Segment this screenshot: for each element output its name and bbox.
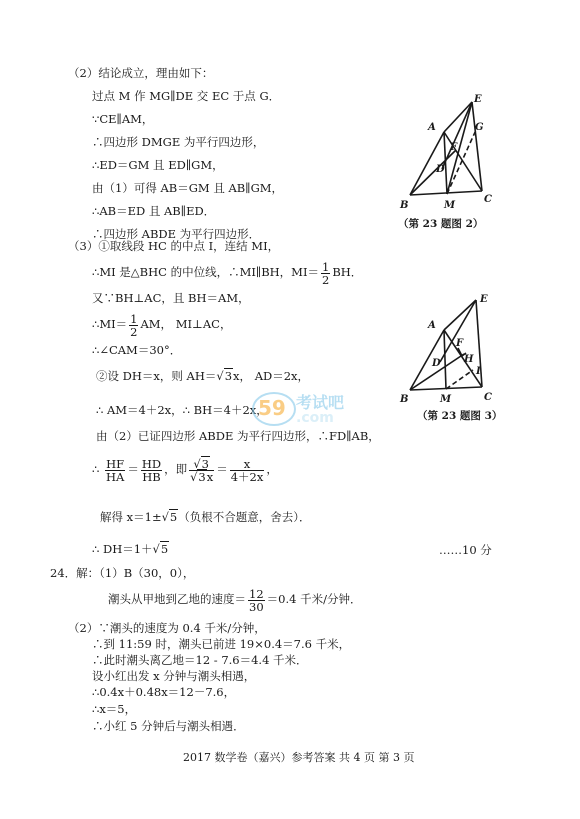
fig2-label-d: D bbox=[436, 164, 445, 175]
watermark-domain: .com bbox=[296, 410, 334, 426]
sqrt-sign: √3 bbox=[216, 369, 233, 383]
fig3-label-f: F bbox=[456, 338, 464, 349]
part3-line-3-fraction bbox=[129, 313, 138, 338]
fig2-label-e: E bbox=[474, 94, 482, 105]
part3-line-2: 又∵BH⊥AC，且 BH＝AM， bbox=[92, 291, 250, 305]
q24-part2-line-6: ∴小红 5 分钟后与潮头相遇． bbox=[92, 719, 245, 733]
q24-part2-line-1: ∴到 11:59 时，潮头已前进 19×0.4＝7.6 千米， bbox=[92, 637, 351, 651]
part2-line-7: ∴四边形 ABDE 为平行四边形． bbox=[92, 227, 261, 241]
figure-3-dashed-mi bbox=[446, 370, 473, 389]
fraction-denominator: 30 bbox=[249, 599, 264, 614]
figure-23-3 bbox=[396, 290, 506, 408]
radicand: 3 bbox=[198, 469, 206, 484]
part3-line-1-fraction bbox=[321, 261, 330, 286]
fraction-denominator: √3x bbox=[190, 469, 214, 484]
part2-line-4: ∴ED＝GM 且 ED∥GM， bbox=[92, 158, 224, 172]
part3-line-3 bbox=[92, 310, 231, 338]
fraction-numerator: 12 bbox=[249, 586, 264, 601]
part2-heading: （2）结论成立，理由如下： bbox=[68, 66, 214, 80]
part3-line-5-text-a: ②设 DH＝x，则 AH＝ bbox=[96, 369, 217, 383]
q24-part2-heading: （2）∵潮头的速度为 0.4 千米/分钟， bbox=[68, 621, 266, 635]
watermark-text: 考试吧 bbox=[296, 393, 345, 412]
part3-line-7: 由（2）已证四边形 ABDE 为平行四边形，∴FD∥AB， bbox=[96, 429, 380, 443]
fig3-label-a: A bbox=[428, 320, 436, 331]
part3-line-10-text-a: ∴ DH＝1＋ bbox=[92, 542, 153, 556]
part3-line-6: ∴ AM＝4＋2x，∴ BH＝4＋2x， bbox=[96, 403, 268, 417]
q24-line-1 bbox=[108, 584, 361, 614]
q24-part2-line-2: ∴此时潮头离乙地＝12 - 7.6＝4.4 千米． bbox=[92, 653, 308, 667]
figure-3-edges bbox=[410, 300, 482, 390]
part2-line-3: ∴四边形 DMGE 为平行四边形， bbox=[92, 135, 265, 149]
page-footer: 2017 数学卷（嘉兴）参考答案 共 4 页 第 3 页 bbox=[183, 751, 415, 764]
part3-heading: （3）①取线段 HC 的中点 I，连结 MI， bbox=[68, 239, 280, 253]
figure-2-caption: （第 23 题图 2） bbox=[398, 218, 484, 230]
part3-line-5-text-b: x， AD＝2x， bbox=[233, 369, 310, 383]
fraction-sqrt3-over-sqrt3x bbox=[189, 458, 214, 483]
q24-line-1-text-a: 潮头从甲地到乙地的速度＝ bbox=[108, 592, 246, 606]
part3-line-5 bbox=[96, 369, 309, 383]
fraction-numerator: √3 bbox=[189, 458, 214, 471]
fraction-denominator: 4＋2x bbox=[230, 469, 264, 484]
fig2-label-b: B bbox=[400, 200, 409, 211]
fraction-denominator: HB bbox=[142, 469, 161, 484]
fraction-denominator: 2 bbox=[322, 272, 330, 287]
fig3-label-c: C bbox=[484, 392, 492, 403]
part2-line-2: ∵CE∥AM， bbox=[92, 112, 154, 126]
fraction-numerator: HF bbox=[106, 456, 125, 471]
part2-line-1: 过点 M 作 MG∥DE 交 EC 于点 G． bbox=[92, 89, 281, 103]
fraction-numerator: x bbox=[230, 458, 265, 471]
figure-2-edges bbox=[410, 102, 482, 195]
radicand: 5 bbox=[169, 510, 178, 524]
fig3-label-b: B bbox=[400, 394, 409, 405]
q24-part2-line-4: ∴0.4x＋0.48x＝12－7.6， bbox=[92, 685, 236, 699]
fig2-label-g: G bbox=[475, 122, 484, 133]
watermark-number: 59 bbox=[258, 396, 286, 420]
fig3-label-d: D bbox=[432, 358, 441, 369]
fraction-hd-hb bbox=[141, 458, 162, 483]
fraction-x-over-4-plus-2x bbox=[230, 458, 265, 483]
part2-line-5: 由（1）可得 AB＝GM 且 AB∥GM， bbox=[92, 181, 284, 195]
part3-line-1 bbox=[92, 258, 362, 286]
therefore-symbol: ∴ bbox=[92, 462, 100, 476]
part3-line-10 bbox=[92, 542, 169, 556]
q24-part2-line-3: 设小红出发 x 分钟与潮头相遇， bbox=[92, 669, 256, 683]
q24-part2-line-5: ∴x＝5， bbox=[92, 702, 137, 716]
q24-line-1-text-b: ＝0.4 千米/分钟． bbox=[266, 592, 362, 606]
radicand: 3 bbox=[224, 369, 233, 383]
fig2-label-f: F bbox=[450, 142, 458, 153]
part3-line-3-text-a: ∴MI＝ bbox=[92, 317, 128, 331]
fig3-label-h: H bbox=[464, 354, 474, 365]
fraction-numerator: 1 bbox=[130, 311, 138, 326]
part2-line-6: ∴AB＝ED 且 AB∥ED． bbox=[92, 204, 216, 218]
fraction-hf-ha bbox=[105, 458, 125, 483]
part3-line-9 bbox=[100, 510, 311, 524]
variable-x: x bbox=[206, 469, 214, 484]
part3-line-8-tail: ， bbox=[266, 462, 278, 476]
fig2-label-a: A bbox=[428, 122, 436, 133]
part3-line-8-mid: ，即 bbox=[164, 462, 188, 476]
equals-sign: ＝ bbox=[216, 462, 228, 476]
score-marker: ……10 分 bbox=[439, 543, 492, 557]
fraction-denominator: 2 bbox=[130, 324, 138, 339]
part3-line-9-text-b: （负根不合题意，舍去）． bbox=[178, 510, 311, 524]
radicand: 3 bbox=[201, 456, 209, 471]
q24-line-1-fraction bbox=[248, 588, 265, 613]
part3-line-9-text-a: 解得 x＝1± bbox=[100, 510, 162, 524]
part3-line-4: ∴∠CAM＝30°． bbox=[92, 343, 182, 357]
q24-heading: 24．解：（1）B（30，0）， bbox=[50, 566, 195, 580]
fig3-label-i: I bbox=[476, 366, 481, 377]
sqrt-sign: √5 bbox=[152, 542, 169, 556]
fraction-denominator: HA bbox=[105, 469, 125, 484]
fig3-label-m: M bbox=[440, 394, 452, 405]
fig3-label-e: E bbox=[480, 294, 488, 305]
fraction-numerator: HD bbox=[141, 456, 162, 471]
figure-3-caption: （第 23 题图 3） bbox=[417, 410, 503, 422]
fig2-label-m: M bbox=[444, 200, 456, 211]
radicand: 5 bbox=[160, 542, 169, 556]
fig2-label-c: C bbox=[484, 194, 492, 205]
figure-23-2 bbox=[396, 90, 506, 215]
part3-line-1-text-a: ∴MI 是△BHC 的中位线，∴MI∥BH，MI＝ bbox=[92, 265, 319, 279]
equals-sign: ＝ bbox=[127, 462, 139, 476]
sqrt-sign: √5 bbox=[161, 510, 178, 524]
watermark-logo bbox=[252, 388, 362, 438]
fraction-numerator: 1 bbox=[322, 259, 330, 274]
part3-line-8 bbox=[92, 453, 278, 485]
part3-line-3-text-b: AM， MI⊥AC， bbox=[140, 317, 232, 331]
part3-line-1-text-b: BH． bbox=[332, 265, 363, 279]
